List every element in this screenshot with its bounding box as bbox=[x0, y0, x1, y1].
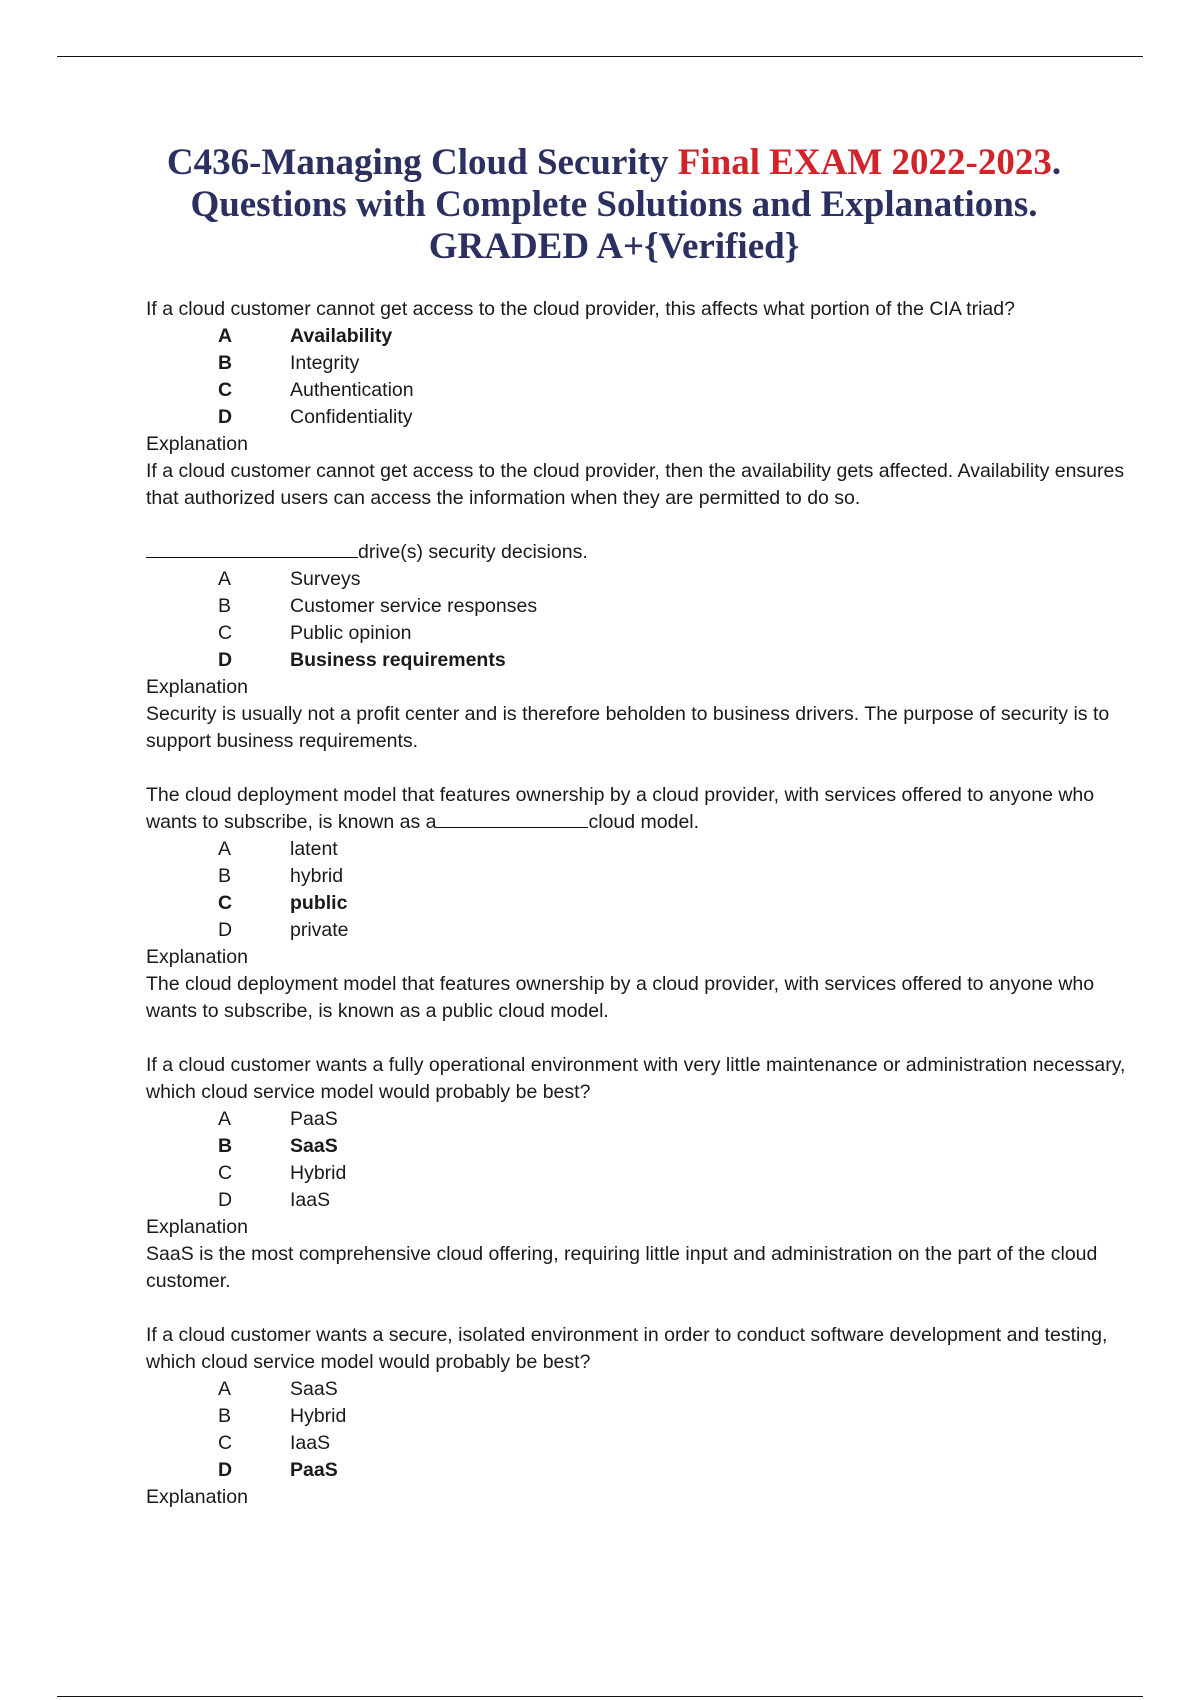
bottom-rule bbox=[57, 1696, 1143, 1697]
option-c bbox=[146, 377, 1146, 404]
option-a bbox=[146, 323, 1146, 350]
option-text: PaaS bbox=[290, 1108, 338, 1130]
explanation-label: Explanation bbox=[146, 676, 248, 698]
option-letter: B bbox=[218, 595, 232, 617]
explanation-label: Explanation bbox=[146, 433, 248, 455]
page-title bbox=[0, 142, 1200, 268]
option-text: Hybrid bbox=[290, 1162, 347, 1184]
explanation-text: Security is usually not a profit center and is therefore beholden to business drivers. The purpose of security is to support business requirements. bbox=[146, 703, 1110, 752]
option-b bbox=[146, 350, 1146, 377]
option-text: private bbox=[290, 919, 349, 941]
explanation-label: Explanation bbox=[146, 1486, 248, 1508]
option-letter: C bbox=[218, 379, 233, 401]
option-letter: A bbox=[218, 325, 233, 347]
option-text: Availability bbox=[290, 325, 393, 347]
top-rule bbox=[57, 56, 1143, 57]
option-c bbox=[146, 1430, 1146, 1457]
fill-blank bbox=[146, 539, 358, 558]
option-letter: A bbox=[218, 1378, 232, 1400]
fill-blank bbox=[436, 809, 588, 828]
option-text: latent bbox=[290, 838, 338, 860]
option-letter: D bbox=[218, 1459, 233, 1481]
question-3 bbox=[146, 782, 1146, 1025]
answer-options bbox=[146, 836, 1146, 944]
explanation-label: Explanation bbox=[146, 1216, 248, 1238]
option-letter: D bbox=[218, 919, 233, 941]
option-d bbox=[146, 647, 1146, 674]
option-text: hybrid bbox=[290, 865, 344, 887]
option-d bbox=[146, 917, 1146, 944]
option-text: PaaS bbox=[290, 1459, 338, 1481]
question-text: The cloud deployment model that features ownership by a cloud provider, with services offered to anyone who wants to subscribe, is known as a cloud model. bbox=[146, 784, 1095, 833]
option-text: Surveys bbox=[290, 568, 361, 590]
option-text: SaaS bbox=[290, 1135, 338, 1157]
question-text: If a cloud customer wants a secure, isolated environment in order to conduct software development and testing, which cloud service model would probably be best? bbox=[146, 1324, 1108, 1373]
option-text: Hybrid bbox=[290, 1405, 347, 1427]
question-4 bbox=[146, 1052, 1146, 1295]
option-letter: D bbox=[218, 649, 233, 671]
option-d bbox=[146, 1457, 1146, 1484]
option-b bbox=[146, 1403, 1146, 1430]
option-letter: A bbox=[218, 568, 232, 590]
explanation-text: SaaS is the most comprehensive cloud offering, requiring little input and administration on the part of the cloud customer. bbox=[146, 1243, 1098, 1292]
option-b bbox=[146, 1133, 1146, 1160]
option-c bbox=[146, 890, 1146, 917]
option-text: Authentication bbox=[290, 379, 414, 401]
explanation-text: The cloud deployment model that features ownership by a cloud provider, with services offered to anyone who wants to subscribe, is known as a public cloud model. bbox=[146, 973, 1095, 1022]
question-text: If a cloud customer cannot get access to the cloud provider, this affects what portion of the CIA triad? bbox=[146, 298, 1015, 320]
explanation-text: If a cloud customer cannot get access to the cloud provider, then the availability gets affected. Availability ensures that authorized users can access the information when they are permitted to do so. bbox=[146, 460, 1125, 509]
title-line-2: Questions with Complete Solutions and Explanations. bbox=[190, 184, 1038, 225]
option-text: Integrity bbox=[290, 352, 360, 374]
option-letter: C bbox=[218, 1162, 233, 1184]
answer-options bbox=[146, 566, 1146, 674]
question-1 bbox=[146, 296, 1146, 512]
answer-options bbox=[146, 1376, 1146, 1484]
option-a bbox=[146, 1106, 1146, 1133]
option-letter: B bbox=[218, 1135, 233, 1157]
option-a bbox=[146, 1376, 1146, 1403]
answer-options bbox=[146, 323, 1146, 431]
option-a bbox=[146, 836, 1146, 863]
option-letter: C bbox=[218, 892, 233, 914]
option-d bbox=[146, 1187, 1146, 1214]
option-c bbox=[146, 1160, 1146, 1187]
option-b bbox=[146, 593, 1146, 620]
title-line-3: GRADED A+{Verified} bbox=[428, 226, 800, 267]
option-text: Public opinion bbox=[290, 622, 412, 644]
option-letter: C bbox=[218, 1432, 233, 1454]
option-text: Customer service responses bbox=[290, 595, 538, 617]
answer-options bbox=[146, 1106, 1146, 1214]
option-letter: D bbox=[218, 406, 233, 428]
option-letter: B bbox=[218, 352, 233, 374]
option-a bbox=[146, 566, 1146, 593]
title-highlight: Final EXAM 2022-2023 bbox=[677, 142, 1052, 183]
option-text: Confidentiality bbox=[290, 406, 413, 428]
option-text: Business requirements bbox=[290, 649, 506, 671]
question-text: If a cloud customer wants a fully operational environment with very little maintenance or administration necessary, which cloud service model would probably be best? bbox=[146, 1054, 1126, 1103]
option-letter: D bbox=[218, 1189, 233, 1211]
option-c bbox=[146, 620, 1146, 647]
option-text: SaaS bbox=[290, 1378, 338, 1400]
option-letter: C bbox=[218, 622, 233, 644]
option-b bbox=[146, 863, 1146, 890]
title-line-1: C436-Managing Cloud Security Final EXAM 2022-2023. bbox=[166, 142, 1062, 183]
question-text: drive(s) security decisions. bbox=[146, 539, 1146, 566]
option-letter: A bbox=[218, 838, 232, 860]
question-5 bbox=[146, 1322, 1146, 1511]
option-text: public bbox=[290, 892, 348, 914]
option-text: IaaS bbox=[290, 1189, 331, 1211]
question-2 bbox=[146, 539, 1146, 755]
option-letter: B bbox=[218, 1405, 232, 1427]
option-letter: B bbox=[218, 865, 232, 887]
explanation-label: Explanation bbox=[146, 946, 248, 968]
option-letter: A bbox=[218, 1108, 232, 1130]
option-d bbox=[146, 404, 1146, 431]
option-text: IaaS bbox=[290, 1432, 331, 1454]
question-list bbox=[146, 296, 1146, 1538]
